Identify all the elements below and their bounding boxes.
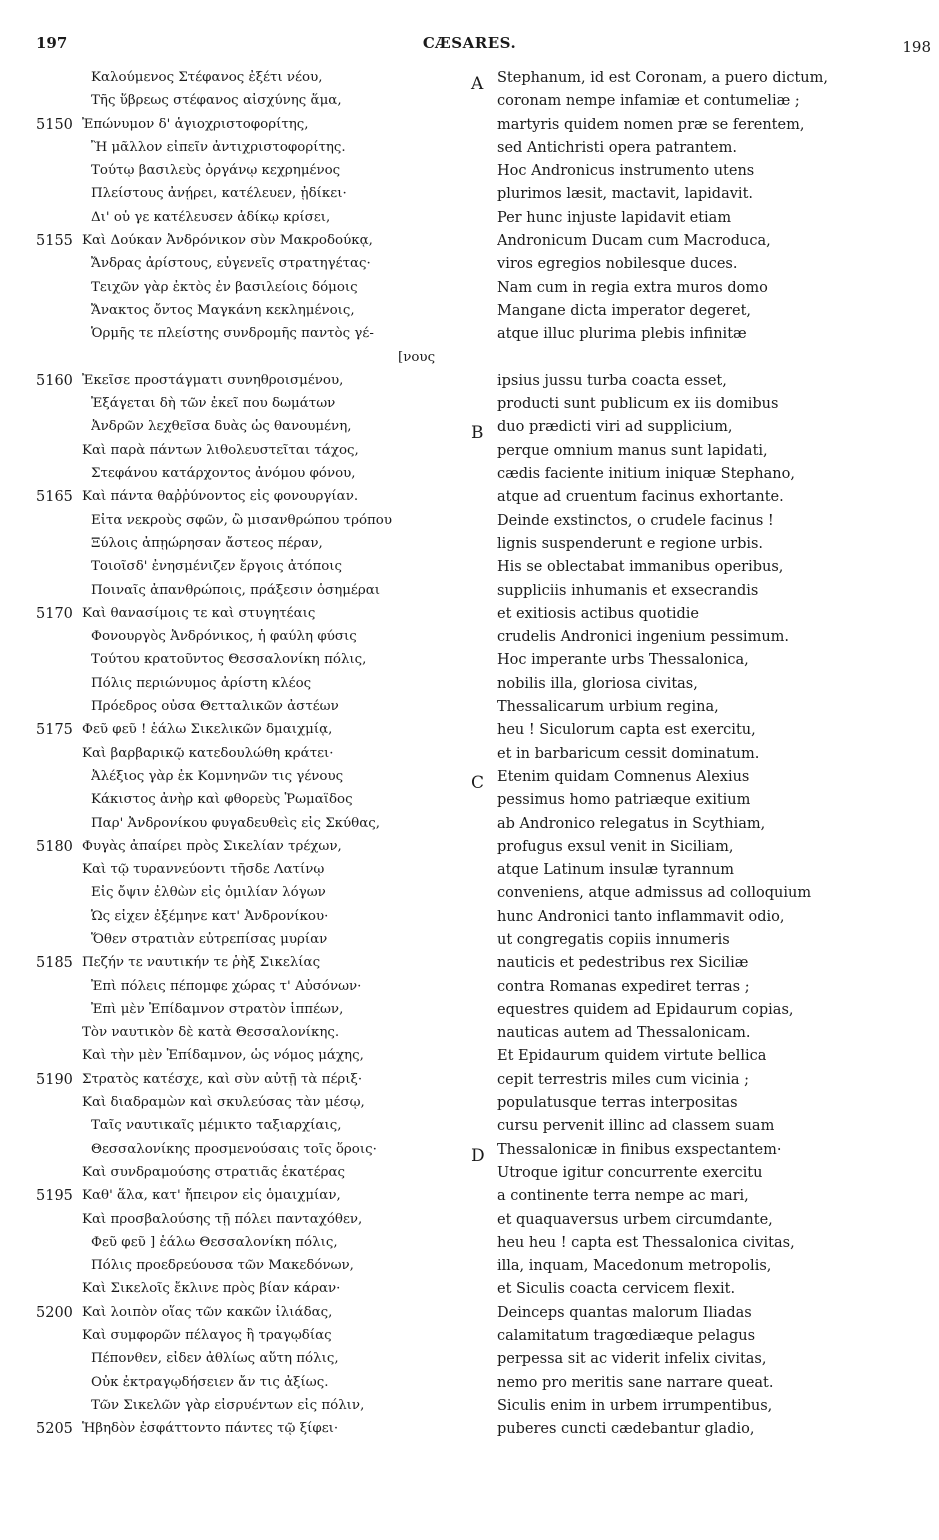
greek-line: Ἐπὶ μὲν Ἐπίδαμνον στρατὸν ἱππέων, [91,1001,344,1017]
verse-row [0,767,939,793]
verse-row [0,790,939,813]
latin-line: Thessalicarum urbium regina, [497,699,719,716]
verse-row [0,371,939,394]
greek-line: Ἐπὶ πόλεις πέπομφε χώρας τ' Αὐσόνων· [91,978,362,994]
greek-line: Ὁρμῆς τε πλείστης συνδρομῆς παντὸς γέ- [91,326,374,342]
verse-row [0,184,939,207]
verse-row [0,1326,939,1349]
latin-line: heu ! Siculorum capta est exercitu, [497,722,756,739]
verse-row [0,1070,939,1093]
verse-row [0,91,939,114]
greek-line: Καὶ βαρβαρικῷ κατεδουλώθη κράτει· [82,745,334,761]
running-title: CÆSARES. [422,34,517,52]
greek-line: Καὶ προσβαλούσης τῇ πόλει πανταχόθεν, [82,1211,363,1227]
greek-line: Πόλις περιώνυμος ἀρίστη κλέος [91,675,312,691]
latin-line: plurimos læsit, mactavit, lapidavit. [497,186,754,203]
line-number: 5195 [36,1188,73,1205]
verse-row [0,860,939,883]
greek-line: Οὐκ ἐκτραγῳδήσειεν ἄν τις ἀξίως. [91,1374,329,1390]
line-number: 5150 [36,116,73,133]
verse-row [0,1373,939,1396]
latin-line: puberes cuncti cædebantur gladio, [497,1421,755,1438]
latin-line: et exitiosis actibus quotidie [497,605,699,622]
greek-line: Καὶ διαδραμὼν καὶ σκυλεύσας τὰν μέσῳ, [82,1095,365,1111]
latin-line: Thessalonicæ in finibus exspectantem· [497,1141,782,1158]
greek-line: Παρ' Ἀνδρονίκου φυγαδευθεὶς εἰς Σκύθας, [91,815,381,831]
latin-line: calamitatum tragœdiæque pelagus [497,1328,756,1345]
verse-row [0,1163,939,1186]
verse-row [0,278,939,301]
verse-row [0,68,939,94]
greek-line: Ταῖς ναυτικαῖς μέμικτο ταξιαρχίαις, [91,1118,342,1134]
verse-row [0,1419,939,1442]
latin-line: sed Antichristi opera patrantem. [497,139,737,156]
greek-line: Καὶ τῷ τυραννεύοντι τῆσδε Λατίνῳ [82,862,325,878]
verse-row [0,487,939,510]
section-letter: B [471,423,484,444]
verse-row [0,650,939,673]
latin-line: Deinceps quantas malorum Iliadas [497,1304,752,1321]
latin-line: Etenim quidam Comnenus Alexius [497,768,750,785]
verse-row [0,1396,939,1419]
verse-row [0,138,939,161]
verse-row [0,1210,939,1233]
greek-line: Ποιναῖς ἀπανθρώποις, πράξεσιν ὁσημέραι [91,582,381,598]
latin-line: atque Latinum insulæ tyrannum [497,862,735,879]
parallel-text [0,68,939,1443]
greek-line: Καὶ παρὰ πάντων λιθολευστεῖται τάχος, [82,442,359,458]
greek-line: Ἢ μᾶλλον εἰπεῖν ἀντιχριστοφορίτης. [91,139,346,155]
greek-line: Τοιοῖσδ' ἐνησμένιζεν ἔργοις ἀτόποις [91,559,343,575]
greek-line: Δι' οὗ γε κατέλευσεν ἀδίκῳ κρίσει, [91,209,331,225]
verse-row [0,1116,939,1139]
greek-line: Ἐκεῖσε προστάγματι συνηθροισμένου, [82,372,344,388]
latin-line: duo prædicti viri ad supplicium, [497,419,733,436]
greek-line: Ἄνδρας ἀρίστους, εὐγενεῖς στρατηγέτας· [91,256,371,272]
verse-row [0,953,939,976]
greek-line: Στεφάνου κατάρχοντος ἀνόμου φόνου, [91,466,356,482]
greek-line: Φεῦ φεῦ ] ἑάλω Θεσσαλονίκη πόλις, [91,1234,338,1250]
latin-line: Nam cum in regia extra muros domo [497,279,768,296]
line-number: 5160 [36,372,73,389]
latin-line: His se oblectabat immanibus operibus, [497,559,784,576]
latin-line: pessimus homo patriæque exitium [497,792,751,809]
latin-line: Siculis enim in urbem irrumpentibus, [497,1397,773,1414]
latin-line: nauticas autem ad Thessalonicam. [497,1025,751,1042]
latin-line: ut congregatis copiis innumeris [497,931,730,948]
verse-row [0,1023,939,1046]
latin-line: viros egregios nobilesque duces. [497,256,738,273]
greek-line: Τῶν Σικελῶν γὰρ εἰσρυέντων εἰς πόλιν, [91,1397,365,1413]
verse-row [0,720,939,743]
verse-row [0,627,939,650]
verse-row [0,511,939,534]
greek-line: Καὶ πάντα θαῤῥύνοντος εἰς φονουργίαν. [82,489,359,505]
greek-line: Καλούμενος Στέφανος ἐξέτι νέου, [91,70,323,85]
greek-line: Ἐπώνυμον δ' ἁγιοχριστοφορίτης, [82,116,309,132]
greek-line: Καὶ θανασίμοις τε καὶ στυγητέαις [82,605,316,621]
section-letter: C [471,772,485,793]
verse-row [0,697,939,720]
greek-line: Κάκιστος ἀνὴρ καὶ φθορεὺς Ῥωμαΐδος [91,792,353,808]
latin-line: Mangane dicta imperator degeret, [497,302,752,319]
verse-row [0,417,939,444]
greek-line: Τειχῶν γὰρ ἐκτὸς ἐν βασιλείοις δόμοις [91,279,358,295]
latin-line: conveniens, atque admissus ad colloquium [497,885,812,902]
latin-line: populatusque terras interpositas [497,1095,738,1112]
greek-line: Ἐξάγεται δὴ τῶν ἐκεῖ που δωμάτων [91,396,336,412]
latin-line: Hoc imperante urbs Thessalonica, [497,652,749,669]
latin-line: hunc Andronici tanto inflammavit odio, [497,908,785,925]
verse-row [0,907,939,930]
latin-line: producti sunt publicum ex iis domibus [497,396,779,413]
latin-line: Deinde exstinctos, o crudele facinus ! [497,512,774,529]
greek-line: Θεσσαλονίκης προσμενούσαις τοῖς ὅροις· [91,1141,377,1157]
greek-line-continuation: [νους [398,349,436,365]
latin-line: et quaquaversus urbem circumdante, [497,1211,773,1228]
latin-line: Andronicum Ducam cum Macroduca, [497,233,771,250]
section-letter: A [471,74,484,94]
latin-line: crudelis Andronici ingenium pessimum. [497,629,790,646]
latin-line: coronam nempe infamiæ et contumeliæ ; [497,93,800,110]
latin-line: Stephanum, id est Coronam, a puero dictum, [497,70,828,86]
verse-row [0,744,939,767]
greek-line: Καὶ Σικελοῖς ἔκλινε πρὸς βίαν κάραν· [82,1281,341,1297]
verse-row [0,1233,939,1256]
page-header [0,34,939,58]
verse-row [0,1186,939,1209]
latin-line: nemo pro meritis sane narrare queat. [497,1374,774,1391]
line-number: 5205 [36,1421,73,1438]
latin-line: ipsius jussu turba coacta esset, [497,372,727,389]
latin-line: Et Epidaurum quidem virtute bellica [497,1048,767,1065]
greek-line: Καὶ Δούκαν Ἀνδρόνικον σὺν Μακροδούκᾳ, [82,233,373,249]
verse-row [0,814,939,837]
latin-line: atque ad cruentum facinus exhortante. [497,489,784,506]
latin-line: atque illuc plurima plebis infinitæ [497,326,747,343]
greek-line: Ἄνακτος ὄντος Μαγκάνη κεκλημένοις, [91,302,355,318]
verse-row [0,324,939,347]
verse-row [0,441,939,464]
verse-row [0,115,939,138]
line-number: 5200 [36,1304,73,1321]
greek-line: Φυγὰς ἀπαίρει πρὸς Σικελίαν τρέχων, [82,838,342,854]
latin-line: Per hunc injuste lapidavit etiam [497,209,732,226]
latin-line: cædis faciente initium iniquæ Stephano, [497,466,795,483]
latin-line: perque omnium manus sunt lapidati, [497,442,768,459]
latin-line: nobilis illa, gloriosa civitas, [497,675,698,692]
verse-row [0,231,939,254]
greek-line: Φονουργὸς Ἀνδρόνικος, ἡ φαύλη φύσις [91,629,357,645]
verse-row [0,1303,939,1326]
verse-row [0,301,939,324]
greek-line: Ἡβηδὸν ἐσφάττοντο πάντες τῷ ξίφει· [82,1421,339,1437]
line-number: 5180 [36,838,73,855]
latin-line: ab Andronico relegatus in Scythiam, [497,815,766,832]
verse-row [0,930,939,953]
greek-line: Καθ' ἅλα, κατ' ἤπειρον εἰς ὁμαιχμίαν, [82,1188,341,1204]
verse-row [0,674,939,697]
latin-line: suppliciis inhumanis et exsecrandis [497,582,759,599]
greek-line: Καὶ λοιπὸν οἵας τῶν κακῶν ἰλιάδας, [82,1304,333,1320]
latin-line: Utroque igitur concurrente exercitu [497,1164,763,1181]
greek-line: Ὅθεν στρατιὰν εὐτρεπίσας μυρίαν [91,931,328,947]
latin-line: Hoc Andronicus instrumento utens [497,163,755,180]
greek-line: Τούτου κρατοῦντος Θεσσαλονίκη πόλις, [91,652,367,668]
latin-line: et in barbaricum cessit dominatum. [497,745,760,762]
greek-line: Ξύλοις ἀπῃώρησαν ἄστεος πέραν, [91,535,323,551]
line-number: 5165 [36,489,73,506]
greek-line: Πρόεδρος οὖσα Θετταλικῶν ἀστέων [91,699,339,715]
latin-line: perpessa sit ac viderit infelix civitas, [497,1351,767,1368]
verse-row [0,394,939,417]
verse-row [0,348,939,371]
verse-row [0,1349,939,1372]
line-number: 5185 [36,955,73,972]
greek-line: Εἶτα νεκροὺς σφῶν, ὢ μισανθρώπου τρόπου [91,512,393,528]
page-number-left: 197 [36,34,68,52]
verse-row [0,837,939,860]
greek-line: Καὶ τὴν μὲν Ἐπίδαμνον, ὡς νόμος μάχης, [82,1048,364,1064]
line-number: 5170 [36,605,73,622]
greek-line: Πεζήν τε ναυτικήν τε ῥὴξ Σικελίας [82,955,321,971]
verse-row [0,161,939,184]
verse-row [0,1000,939,1023]
line-number: 5190 [36,1071,73,1088]
verse-row [0,254,939,277]
verse-row [0,208,939,231]
verse-row [0,883,939,906]
verse-row [0,464,939,487]
latin-line: cursu pervenit illinc ad classem suam [497,1118,775,1135]
latin-line: a continente terra nempe ac mari, [497,1188,749,1205]
greek-line: Πέπονθεν, εἶδεν ἀθλίως αὕτη πόλις, [91,1351,339,1367]
verse-row [0,977,939,1000]
latin-line: equestres quidem ad Epidaurum copias, [497,1001,794,1018]
greek-line: Στρατὸς κατέσχε, καὶ σὺν αὐτῇ τὰ πέριξ· [82,1071,363,1087]
greek-line: Καὶ συνδραμούσης στρατιᾶς ἑκατέρας [82,1164,346,1180]
latin-line: et Siculis coacta cervicem flexit. [497,1281,736,1298]
greek-line: Φεῦ φεῦ ! ἑάλω Σικελικῶν δμαιχμίᾳ, [82,722,333,738]
verse-row [0,581,939,604]
latin-line: contra Romanas expediret terras ; [497,978,750,995]
greek-line: Ἀνδρῶν λεχθεῖσα δυὰς ὡς θανουμένη, [91,419,352,435]
verse-row [0,1256,939,1279]
greek-line: Καὶ συμφορῶν πέλαγος ἢ τραγῳδίας [82,1328,332,1344]
latin-line: martyris quidem nomen præ se ferentem, [497,116,805,133]
latin-line: heu heu ! capta est Thessalonica civitas, [497,1234,795,1251]
greek-line: Ὡς εἶχεν ἐξέμηνε κατ' Ἀνδρονίκου· [91,908,329,924]
latin-line: cepit terrestris miles cum vicinia ; [497,1071,749,1088]
verse-row [0,1093,939,1116]
latin-line: profugus exsul venit in Siciliam, [497,838,734,855]
verse-row [0,534,939,557]
greek-line: Πόλις προεδρεύουσα τῶν Μακεδόνων, [91,1258,354,1274]
latin-line: illa, inquam, Macedonum metropolis, [497,1258,772,1275]
verse-row [0,1140,939,1166]
latin-line: lignis suspenderunt e regione urbis. [497,535,764,552]
greek-line: Πλείστους ἀνῄρει, κατέλευεν, ᾐδίκει· [91,186,347,202]
greek-line: Τῆς ὕβρεως στέφανος αἰσχύνης ἅμα, [91,93,342,109]
verse-row [0,604,939,627]
line-number: 5175 [36,722,73,739]
greek-line: Ἀλέξιος γὰρ ἐκ Κομνηνῶν τις γένους [91,768,344,784]
verse-row [0,1046,939,1069]
verse-row [0,557,939,580]
greek-line: Εἰς ὄψιν ἐλθὼν εἰς ὁμιλίαν λόγων [91,885,326,901]
page-number-right: 198 [902,38,931,56]
verse-row [0,1279,939,1302]
line-number: 5155 [36,233,73,250]
latin-line: nauticis et pedestribus rex Siciliæ [497,955,749,972]
greek-line: Τούτῳ βασιλεὺς ὀργάνῳ κεχρημένος [91,163,341,179]
greek-line: Τὸν ναυτικὸν δὲ κατὰ Θεσσαλονίκης. [82,1025,340,1041]
section-letter: D [471,1145,485,1166]
